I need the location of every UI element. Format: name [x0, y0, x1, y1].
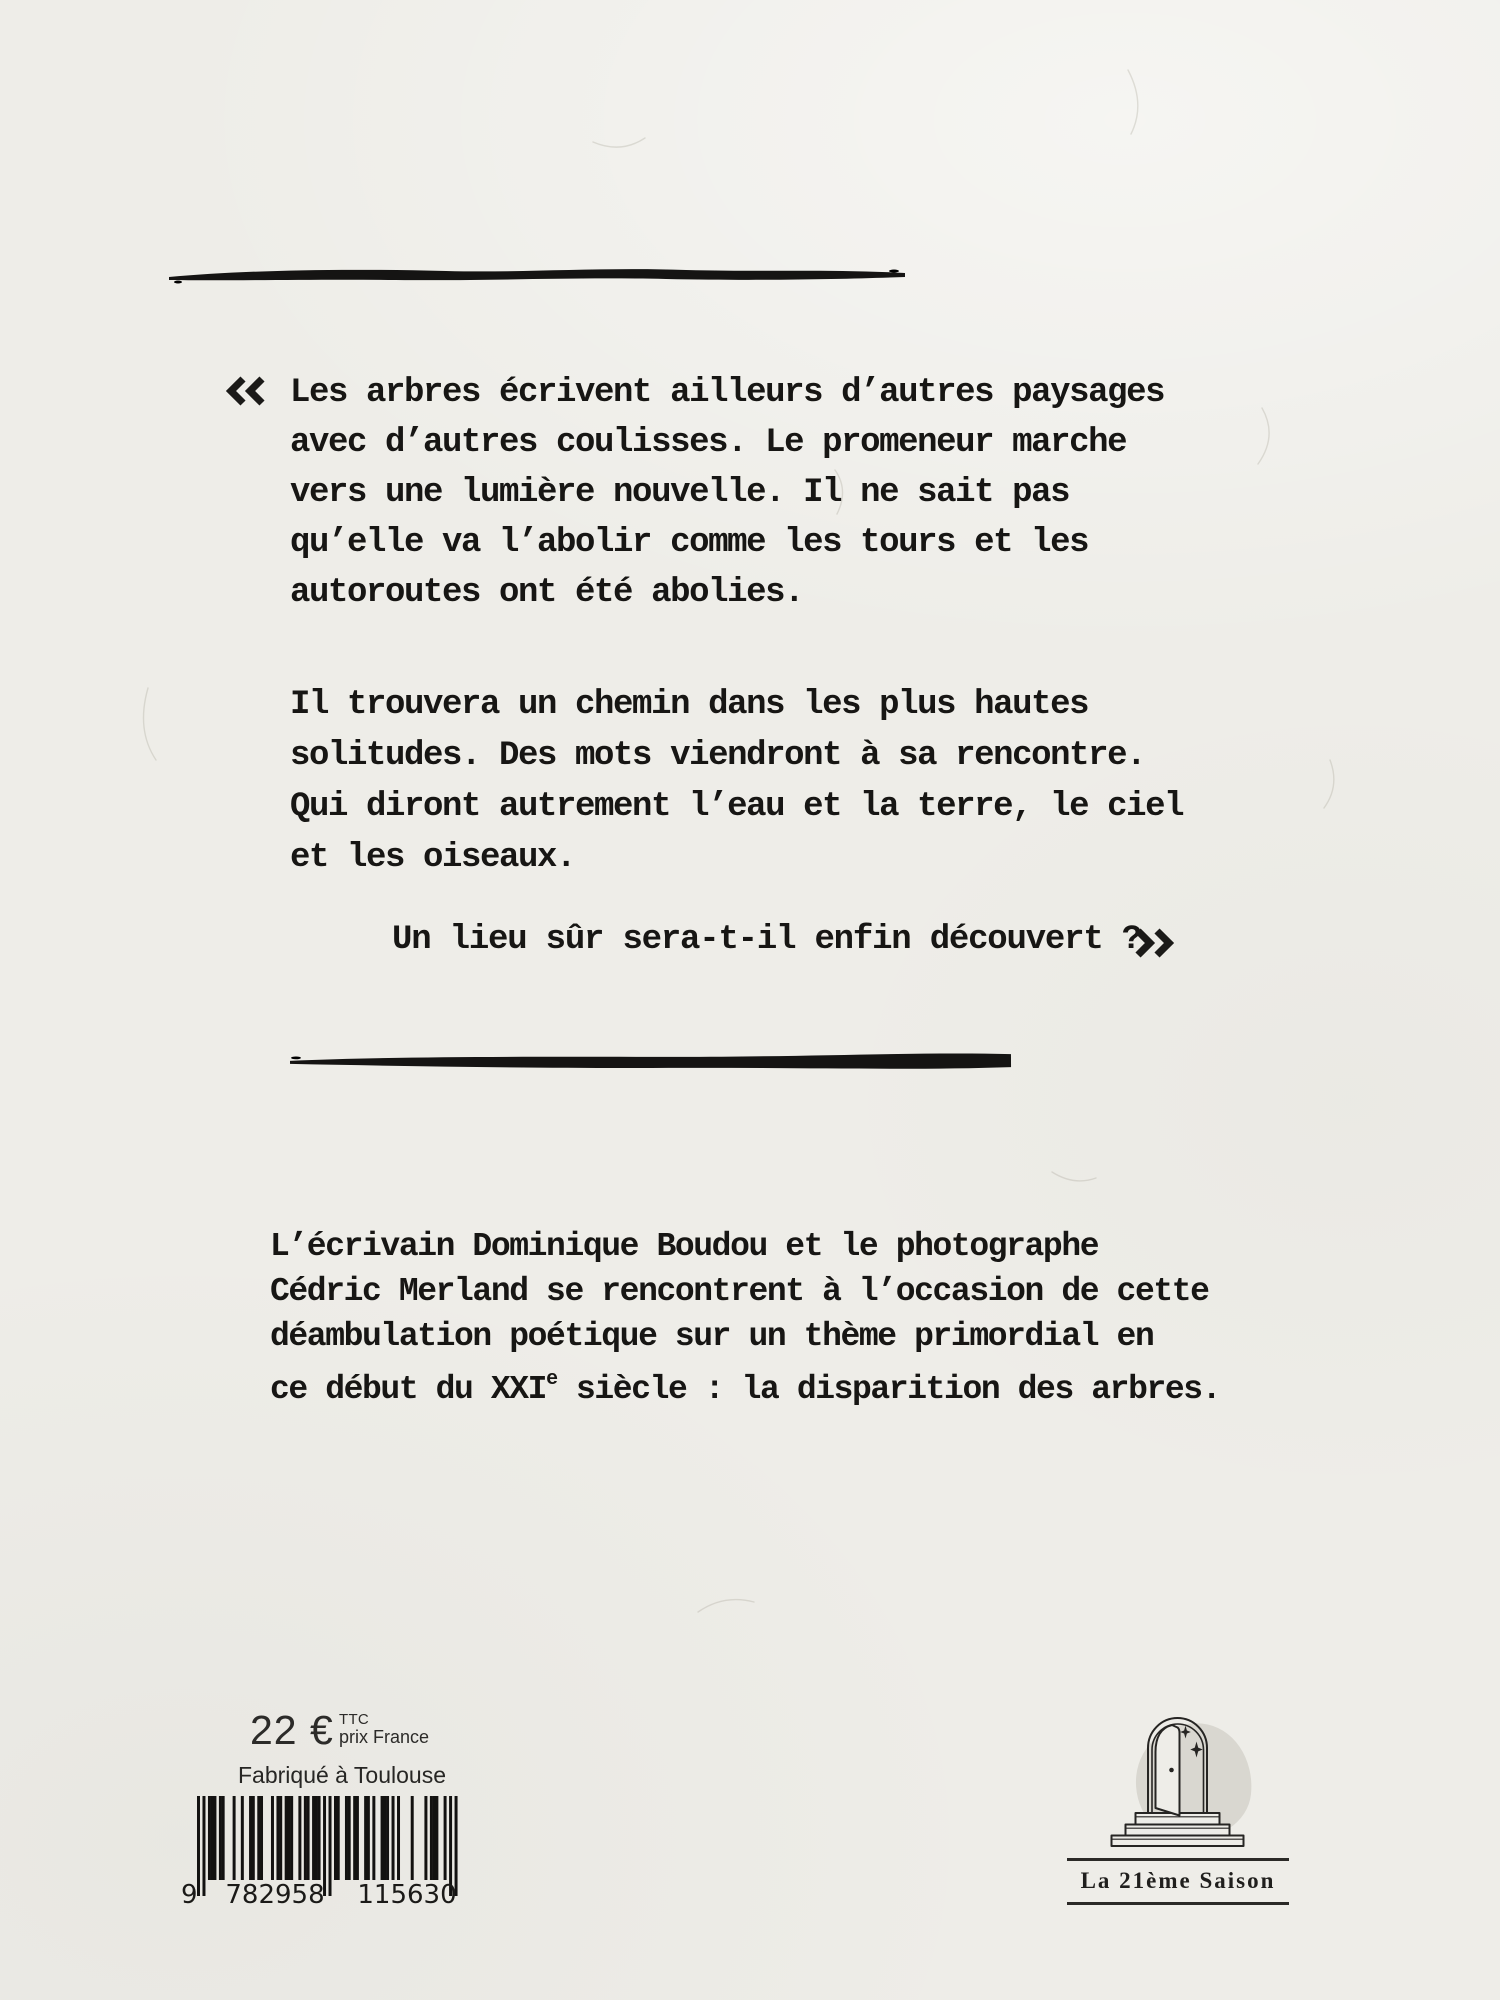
barcode-digit-group-2: 115630	[357, 1880, 457, 1910]
quote-paragraph-1	[290, 368, 1164, 618]
price-tax-info	[339, 1712, 429, 1747]
sparkle-icon	[1190, 1742, 1202, 1758]
quote-line: Qui diront autrement l’eau et la terre, le ciel	[290, 788, 1184, 826]
logo-divider-top	[1067, 1858, 1289, 1861]
price-region-label: prix France	[339, 1727, 430, 1747]
bio-paragraph	[270, 1224, 1220, 1412]
quote-line: avec d’autres coulisses. Le promeneur marche	[290, 424, 1127, 462]
price-tax-label: TTC	[339, 1711, 370, 1728]
barcode-digit-group-1: 782958	[225, 1880, 325, 1910]
quote-line: Les arbres écrivent ailleurs d’autres paysages	[290, 374, 1165, 412]
quote-line: vers une lumière nouvelle. Il ne sait pas	[290, 474, 1070, 512]
quote-line: et les oiseaux.	[290, 839, 576, 877]
price-amount: 22 €	[250, 1707, 334, 1753]
bio-line: déambulation poétique sur un thème primordial en	[270, 1318, 1154, 1355]
barcode	[181, 1796, 463, 1912]
barcode-lead-digit: 9	[181, 1880, 198, 1910]
made-in-label: Fabriqué à Toulouse	[238, 1762, 446, 1788]
publisher-name: La 21ème Saison	[1080, 1868, 1276, 1893]
quote-line: autoroutes ont été abolies.	[290, 574, 804, 612]
bio-line: L’écrivain Dominique Boudou et le photographe	[270, 1228, 1099, 1265]
bio-line: ce début du XXIe siècle : la disparition des arbres.	[270, 1368, 1221, 1408]
quote-line: solitudes. Des mots viendront à sa rencontre.	[290, 737, 1146, 775]
quote-paragraph-2	[290, 680, 1183, 884]
logo-divider-bottom	[1067, 1902, 1289, 1905]
open-door-icon	[1105, 1712, 1250, 1847]
superscript-e: e	[546, 1368, 558, 1391]
quote-line: qu’elle va l’abolir comme les tours et les	[290, 524, 1089, 562]
open-quote-mark-icon	[226, 376, 268, 406]
brush-rule-bottom	[288, 1041, 1014, 1079]
quote-closing-line: Un lieu sûr sera-t-il enfin découvert ?	[392, 921, 1141, 959]
quote-line: Il trouvera un chemin dans les plus hautes	[290, 686, 1089, 724]
close-quote-mark-icon	[1132, 928, 1174, 958]
bio-line: Cédric Merland se rencontrent à l’occasion de cette	[270, 1273, 1209, 1310]
brush-rule-top	[166, 262, 908, 290]
